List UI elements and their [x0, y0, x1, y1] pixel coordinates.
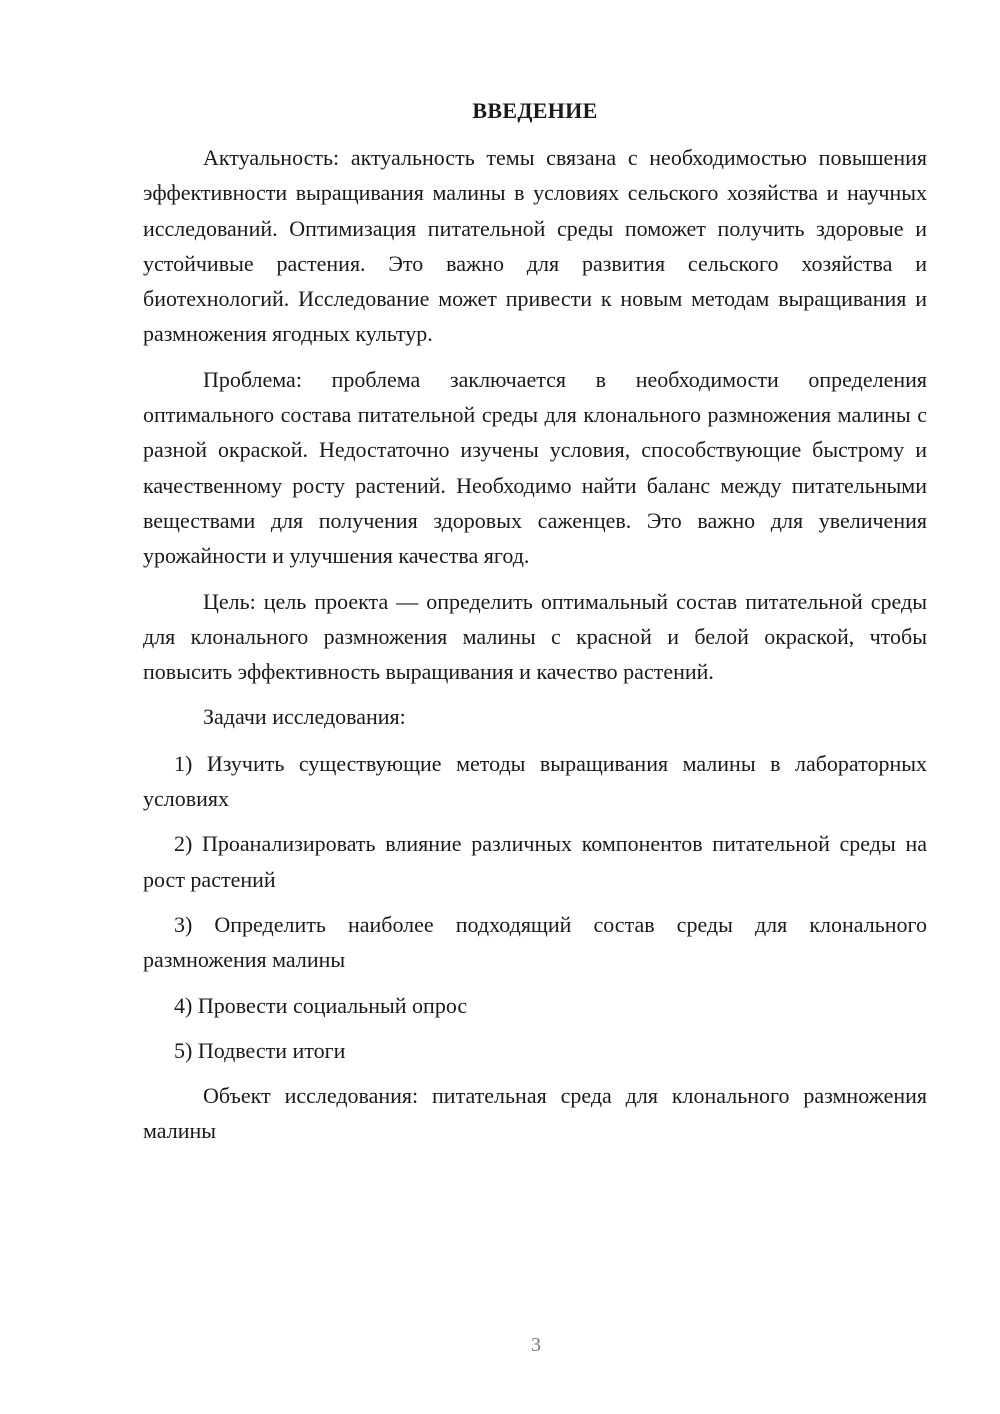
document-body — [143, 96, 927, 1159]
task-item-4: 4) Провести социальный опрос — [174, 992, 468, 1018]
task-item-5: 5) Подвести итоги — [174, 1037, 346, 1063]
relevance-paragraph: Актуальность: актуальность темы связана с необходимостью повышения эффективности выращивания малины в условиях сельского хозяйства и научных исследований. Оптимизация питательной среды поможет получить здоровые и устойчивые растения. Это важно для развития сельского хозяйства и биотехнологий. Исследование может привести к новым методам выращивания и размножения ягодных культур. — [143, 145, 927, 347]
section-heading: ВВЕДЕНИЕ — [472, 98, 598, 123]
task-item-2: 2) Проанализировать влияние различных компонентов питательной среды на рост растений — [143, 831, 927, 892]
tasks-list — [143, 746, 927, 1068]
tasks-title: Задачи исследования: — [203, 704, 406, 730]
task-item-3: 3) Определить наиболее подходящий состав среды для клонального размножения малины — [143, 911, 927, 973]
goal-paragraph: Цель: цель проекта — определить оптимальный состав питательной среды для клонального размножения малины с красной и белой окраской, чтобы повысить эффективность выращивания и качество растений. — [143, 588, 927, 685]
object-paragraph: Объект исследования: питательная среда для клонального размножения малины — [143, 1083, 927, 1144]
page-number: 3 — [531, 1334, 541, 1356]
task-item-1: 1) Изучить существующие методы выращивания малины в лабораторных условиях — [143, 750, 927, 812]
problem-paragraph: Проблема: проблема заключается в необходимости определения оптимального состава питательной среды для клонального размножения малины с разной окраской. Недостаточно изучены условия, способствующие быстрому и качественному росту растений. Необходимо найти баланс между питательными веществами для получения здоровых саженцев. Это важно для увеличения урожайности и улучшения качества ягод. — [143, 366, 927, 569]
